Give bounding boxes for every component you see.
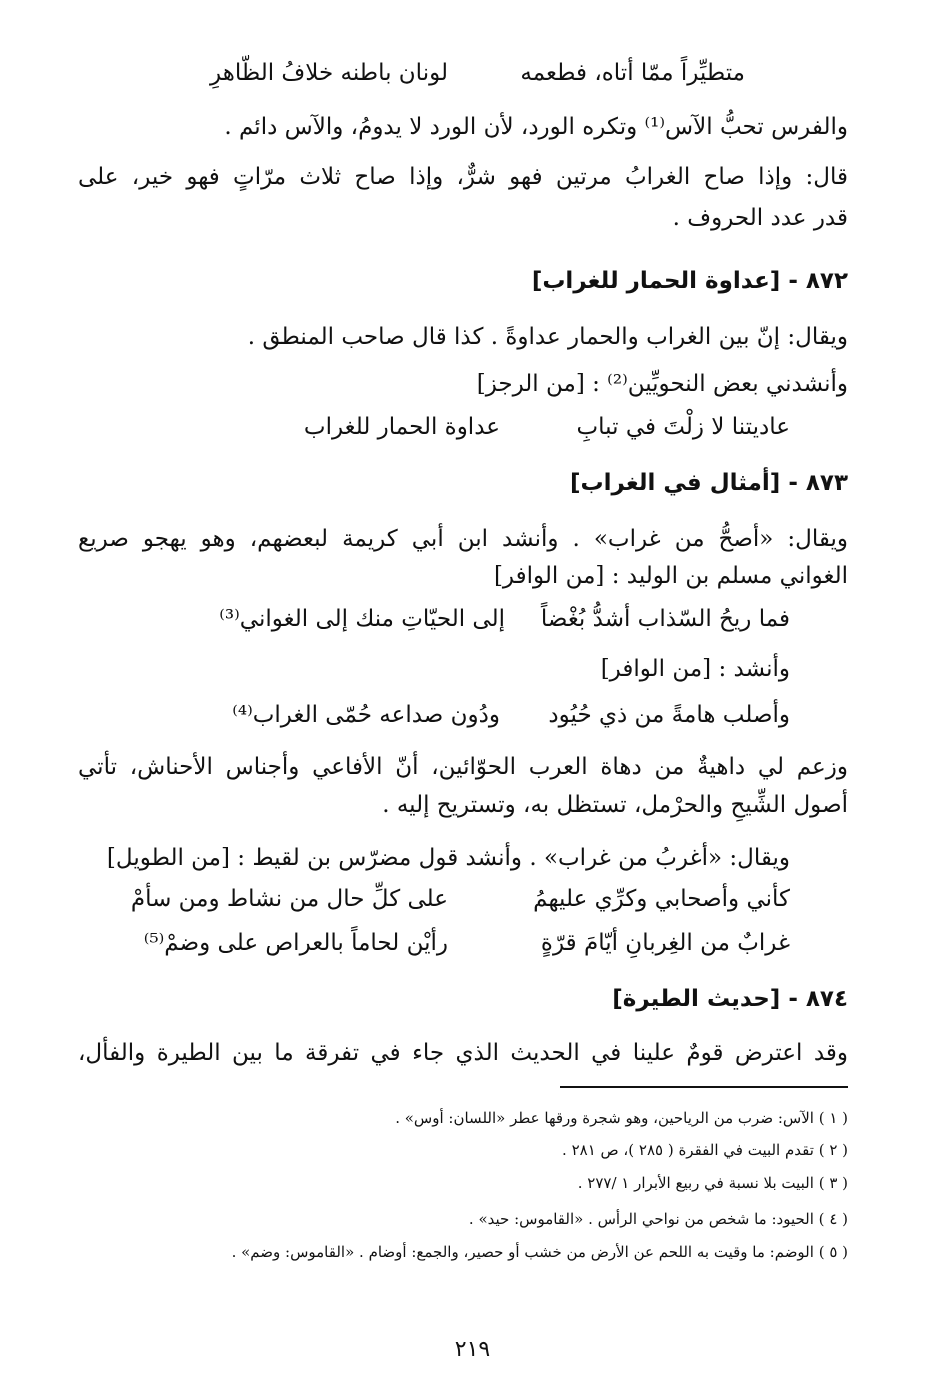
verse-6-second-hemistich: رأيْن لحاماً بالعراص على وضمْ⁽⁵⁾ <box>143 930 448 956</box>
verse-4-first-hemistich: وأصلب هامةً من ذي حُيُود <box>548 702 790 728</box>
page-number: ٢١٩ <box>454 1337 491 1362</box>
body-line-3: قال: وإذا صاح الغرابُ مرتين فهو شرٌّ، وإذا صاح ثلاث مرّاتٍ فهو خير، على <box>78 164 848 190</box>
body-line-12: ويقال: «أغربُ من غراب» . وأنشد قول مضرّس بن لقيط : [من الطويل] <box>106 845 790 871</box>
verse-6-first-hemistich: غرابٌ من الغِربانِ أيّامَ قرّةٍ <box>540 930 790 956</box>
body-line-13: وقد اعترض قومٌ علينا في الحديث الذي جاء في تفرقة ما بين الطيرة والفأل، <box>78 1040 848 1066</box>
verse-4-second-hemistich: ودُون صداعه حُمّى الغراب⁽⁴⁾ <box>232 702 500 728</box>
footnote-separator <box>560 1086 848 1088</box>
verse-5-first-hemistich: كأني وأصحابي وكرِّي عليهمُ <box>533 886 790 912</box>
body-line-2: والفرس تحبُّ الآس⁽¹⁾ وتكره الورد، لأن الورد لا يدومُ، والآس دائم . <box>224 114 848 140</box>
body-line-4: قدر عدد الحروف . <box>672 205 848 231</box>
body-line-9: وأنشد : [من الوافر] <box>600 656 790 682</box>
body-line-5: ويقال: إنّ بين الغراب والحمار عداوةً . كذا قال صاحب المنطق . <box>247 324 848 350</box>
footnote-1: ( ١ ) الآس: ضرب من الرياحين، وهو شجرة ورقها عطر «اللسان: أوس» . <box>395 1109 848 1127</box>
section-heading-874: ٨٧٤ - [حديث الطيرة] <box>612 986 848 1012</box>
body-line-7: ويقال: «أصحُّ من غراب» . وأنشد ابن أبي كريمة لبعضهم، وهو يهجو صريع <box>78 526 848 552</box>
body-line-11: أصول الشِّيحِ والحرْمل، تستظل به، وتستريح إليه . <box>382 792 848 818</box>
verse-2-second-hemistich: عداوة الحمار للغراب <box>303 414 500 440</box>
body-line-6: وأنشدني بعض النحويِّين⁽²⁾ : [من الرجز] <box>476 371 848 397</box>
footnote-2: ( ٢ ) تقدم البيت في الفقرة ( ٢٨٥ )، ص ٢٨١ . <box>562 1141 848 1159</box>
verse-1-second-hemistich: لونان باطنه خلافُ الظّاهرِ <box>210 60 448 86</box>
footnote-5: ( ٥ ) الوضم: ما وقيت به اللحم عن الأرض من خشب أو حصير، والجمع: أوضام . «القاموس: وضم» . <box>231 1243 848 1261</box>
verse-3-first-hemistich: فما ريحُ السّذاب أشدُّ بُغْضاً <box>540 606 790 632</box>
verse-1-first-hemistich: متطيِّراً ممّا أتاه، فطعمه <box>520 60 745 86</box>
verse-2-first-hemistich: عاديتنا لا زلْتَ في تبابِ <box>576 414 790 440</box>
verse-5-second-hemistich: على كلِّ حال من نشاط ومن سأمْ <box>130 886 448 912</box>
section-heading-872: ٨٧٢ - [عداوة الحمار للغراب] <box>531 268 848 294</box>
verse-3-second-hemistich: إلى الحيّاتِ منك إلى الغواني⁽³⁾ <box>219 606 505 632</box>
section-heading-873: ٨٧٣ - [أمثال في الغراب] <box>570 470 848 496</box>
body-line-10: وزعم لي داهيةٌ من دهاة العرب الحوّائين، أنّ الأفاعي وأجناس الأحناش، تأتي <box>78 754 848 780</box>
footnote-3: ( ٣ ) البيت بلا نسبة في ربيع الأبرار ١ /٢٧٧ . <box>577 1174 848 1192</box>
body-line-8: الغواني مسلم بن الوليد : [من الوافر] <box>493 563 848 589</box>
footnote-4: ( ٤ ) الحيود: ما شخص من نواحي الرأس . «القاموس: حيد» . <box>468 1210 848 1228</box>
